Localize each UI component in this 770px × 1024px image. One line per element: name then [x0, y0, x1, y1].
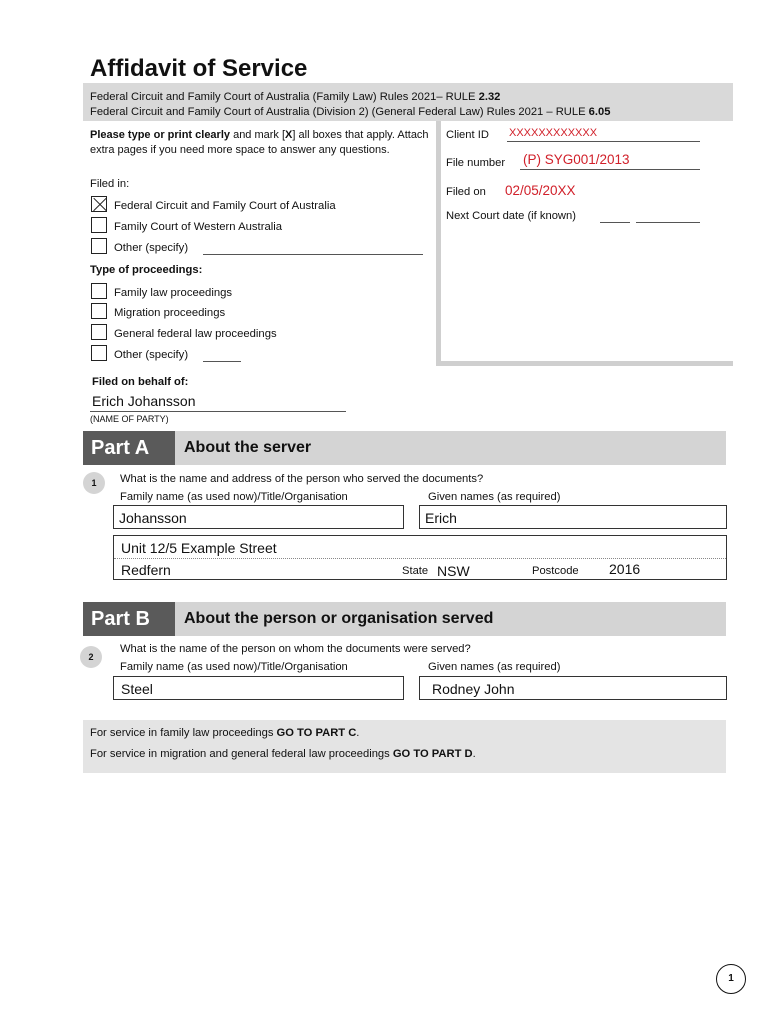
checkbox-migration[interactable] — [91, 303, 107, 319]
name-of-party-caption: (NAME OF PARTY) — [90, 414, 169, 424]
rule-line-1-number: 2.32 — [478, 91, 501, 103]
q1-postcode-label: Postcode — [532, 565, 579, 577]
part-b-tag: Part B — [83, 602, 175, 636]
next-court-line-1[interactable] — [600, 222, 630, 223]
q1-given-names-value: Erich — [425, 510, 457, 526]
go-to-part-c: GO TO PART C — [276, 727, 357, 739]
filed-on-behalf-label: Filed on behalf of: — [92, 376, 189, 388]
q1-family-name-value: Johansson — [119, 510, 187, 526]
checkbox-family-law-label: Family law proceedings — [114, 287, 233, 299]
note-line-1-text: For service in family law proceedings — [90, 727, 277, 739]
part-a-header — [83, 431, 726, 465]
rule-line-2-text: Federal Circuit and Family Court of Australia (Division 2) (General Federal Law) Rules 2021 – RULE — [90, 106, 589, 118]
file-number-label: File number — [446, 157, 506, 169]
checkbox-family-court-wa-label: Family Court of Western Australia — [114, 221, 283, 233]
part-b-heading: About the person or organisation served — [184, 610, 494, 627]
checkbox-family-court-wa[interactable] — [91, 217, 107, 233]
client-id-label: Client ID — [446, 129, 489, 141]
go-to-part-d: GO TO PART D — [392, 748, 473, 760]
q2-given-names-field[interactable] — [419, 676, 727, 700]
rule-line-2-number: 6.05 — [588, 106, 611, 118]
checkbox-federal-circuit-label: Federal Circuit and Family Court of Australia — [114, 200, 336, 212]
instructions-text: and mark [ — [230, 129, 286, 141]
next-court-label: Next Court date (if known) — [446, 210, 576, 222]
filed-on-behalf-value[interactable]: Erich Johansson — [92, 393, 196, 409]
instructions — [90, 128, 430, 157]
q1-state-label: State — [402, 565, 429, 577]
checkbox-filed-in-other-label: Other (specify) — [114, 242, 189, 254]
address-divider — [114, 558, 726, 559]
q1-family-name-field[interactable] — [113, 505, 404, 529]
file-number-value[interactable]: (P) SYG001/2013 — [523, 152, 630, 167]
checkbox-family-law[interactable] — [91, 283, 107, 299]
q1-given-names-field[interactable] — [419, 505, 727, 529]
q2-family-name-label: Family name (as used now)/Title/Organisation — [120, 661, 348, 673]
filed-on-value[interactable]: 02/05/20XX — [505, 183, 576, 198]
checkbox-general-federal-label: General federal law proceedings — [114, 328, 277, 340]
file-number-line — [520, 169, 700, 170]
checkbox-proceedings-other[interactable] — [91, 345, 107, 361]
q2-family-name-field[interactable] — [113, 676, 404, 700]
q1-address-field[interactable] — [113, 535, 727, 580]
page-title: Affidavit of Service — [90, 55, 308, 82]
client-id-line — [507, 141, 700, 142]
checkbox-federal-circuit[interactable] — [91, 196, 107, 212]
client-id-value[interactable]: XXXXXXXXXXXX — [509, 127, 598, 139]
note-line-2-text: For service in migration and general federal law proceedings — [90, 748, 393, 760]
proceedings-label: Type of proceedings: — [90, 264, 203, 276]
q2-given-names-label: Given names (as required) — [428, 661, 561, 673]
checkbox-migration-label: Migration proceedings — [114, 307, 226, 319]
q1-family-name-label: Family name (as used now)/Title/Organisation — [120, 491, 348, 503]
checkbox-filed-in-other[interactable] — [91, 238, 107, 254]
rule-line-1-text: Federal Circuit and Family Court of Australia (Family Law) Rules 2021– RULE — [90, 91, 479, 103]
q1-state-value: NSW — [437, 563, 470, 579]
checkbox-proceedings-other-label: Other (specify) — [114, 349, 189, 361]
q1-postcode-value: 2016 — [609, 561, 641, 577]
instructions-text-2: ] all boxes that apply. Attach extra pages if you need more space to answer any questions. — [90, 129, 429, 156]
proceedings-other-field[interactable] — [203, 361, 241, 362]
question-2-text: What is the name of the person on whom the documents were served? — [120, 643, 471, 655]
checkbox-general-federal[interactable] — [91, 324, 107, 340]
q2-family-name-value: Steel — [121, 681, 153, 697]
question-1-number: 1 — [83, 472, 105, 494]
note-line-2-end: . — [472, 748, 476, 760]
question-2-number: 2 — [80, 646, 102, 668]
rule-line-2 — [90, 106, 610, 118]
question-1-text: What is the name and address of the person who served the documents? — [120, 473, 484, 485]
rule-line-1 — [90, 91, 500, 103]
q1-given-names-label: Given names (as required) — [428, 491, 561, 503]
filed-in-label: Filed in: — [90, 178, 130, 190]
q1-address-line: Unit 12/5 Example Street — [121, 540, 277, 556]
filed-on-behalf-line — [90, 411, 346, 412]
note-line-2 — [90, 748, 476, 760]
note-line-1-end: . — [356, 727, 360, 739]
filed-on-label: Filed on — [446, 186, 486, 198]
note-line-1 — [90, 727, 359, 739]
instructions-x: X — [285, 129, 293, 141]
part-a-tag: Part A — [83, 431, 175, 465]
part-a-heading: About the server — [184, 439, 312, 456]
q2-given-names-value: Rodney John — [432, 681, 515, 697]
next-court-line-2[interactable] — [636, 222, 700, 223]
instructions-bold: Please type or print clearly — [90, 129, 231, 141]
filed-in-other-field[interactable] — [203, 254, 423, 255]
q1-suburb: Redfern — [121, 562, 171, 578]
page-number: 1 — [716, 964, 746, 994]
